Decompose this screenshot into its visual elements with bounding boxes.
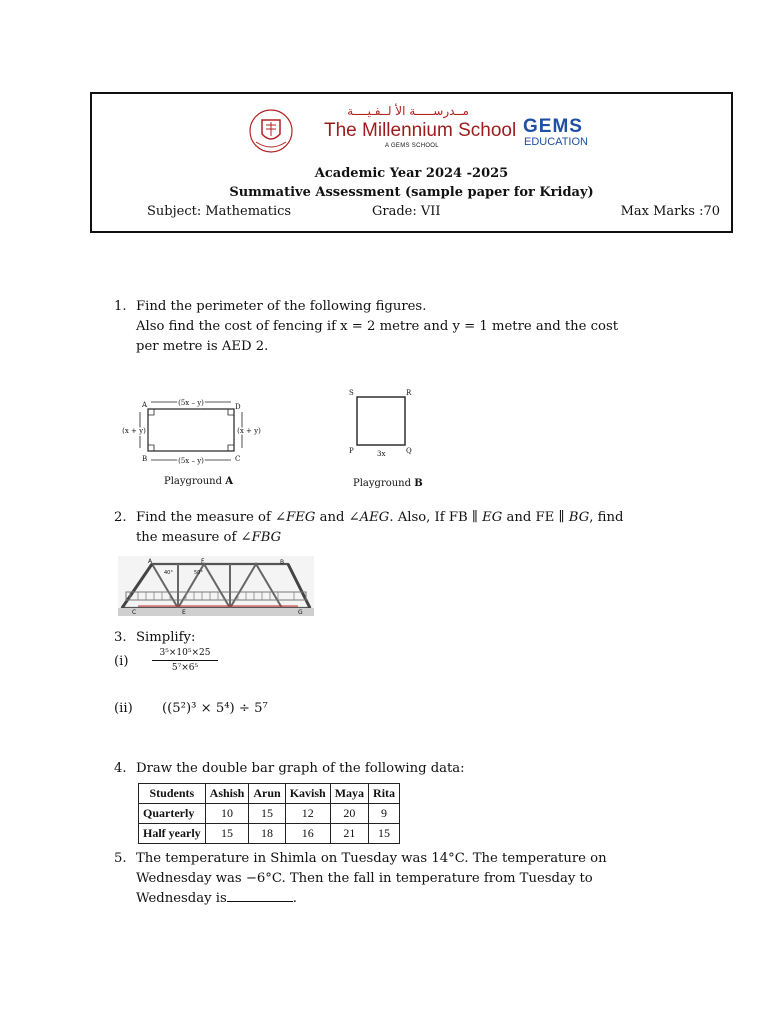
table-header: Ashish bbox=[205, 784, 249, 804]
subject-label: Subject: Mathematics bbox=[147, 204, 292, 219]
academic-year: Academic Year 2024 -2025 bbox=[314, 166, 509, 181]
line-bg: BG bbox=[568, 510, 590, 525]
question-text: The temperature in Shimla on Tuesday was 14°C. The temperature on bbox=[136, 851, 607, 866]
text-run: Wednesday is bbox=[136, 891, 227, 906]
question-2 bbox=[114, 508, 714, 548]
point-c: C bbox=[132, 609, 137, 616]
angle-feg: ∠FEG bbox=[275, 510, 316, 525]
caption-text: Playground bbox=[353, 478, 412, 489]
gems-logo: GEMS bbox=[523, 116, 583, 137]
question-number: 3. bbox=[114, 630, 127, 645]
vertex-s: S bbox=[349, 389, 354, 397]
vertex-r: R bbox=[406, 389, 412, 397]
playground-b-figure bbox=[344, 386, 420, 462]
question-text: Wednesday was −6°C. Then the fall in temperature from Tuesday to bbox=[136, 871, 593, 886]
vertex-a: A bbox=[142, 401, 148, 409]
table-row bbox=[139, 804, 400, 824]
text-run: . Also, If FB ∥ bbox=[389, 510, 483, 525]
vertex-q: Q bbox=[406, 447, 412, 455]
row-label: Quarterly bbox=[139, 804, 206, 824]
table-cell: 9 bbox=[369, 804, 400, 824]
point-b: B bbox=[280, 559, 285, 566]
gems-education-label: EDUCATION bbox=[524, 136, 588, 148]
question-text bbox=[136, 528, 281, 548]
table-cell: 15 bbox=[249, 804, 285, 824]
sub-part-ii-expression: ((5²)³ × 5⁴) ÷ 5⁷ bbox=[162, 701, 268, 716]
answer-blank bbox=[227, 889, 293, 902]
angle-aeg: ∠AEG bbox=[348, 510, 390, 525]
school-crest-icon bbox=[248, 108, 294, 154]
bridge-truss-figure bbox=[118, 556, 314, 616]
max-marks-label: Max Marks :70 bbox=[620, 204, 720, 219]
question-text: Draw the double bar graph of the following data: bbox=[136, 761, 465, 776]
table-header: Maya bbox=[330, 784, 368, 804]
question-text bbox=[136, 508, 623, 528]
header-box bbox=[90, 92, 733, 233]
point-a: A bbox=[148, 558, 153, 565]
point-f: F bbox=[201, 558, 205, 565]
table-header-row bbox=[139, 784, 400, 804]
question-text bbox=[136, 889, 297, 909]
caption-letter: B bbox=[414, 478, 423, 489]
point-e: E bbox=[182, 609, 186, 616]
assessment-title: Summative Assessment (sample paper for Kriday) bbox=[229, 185, 594, 200]
playground-a-figure bbox=[120, 392, 270, 468]
side-label: 3x bbox=[377, 450, 386, 458]
fig-a-bottom-label: (5x – y) bbox=[178, 457, 204, 465]
text-run: , find bbox=[589, 510, 624, 525]
playground-a-caption bbox=[164, 476, 233, 487]
text-run: and FE ∥ bbox=[502, 510, 569, 525]
table-cell: 15 bbox=[205, 824, 249, 844]
row-label: Half yearly bbox=[139, 824, 206, 844]
grade-label: Grade: VII bbox=[372, 204, 441, 219]
question-text: Find the perimeter of the following figures. bbox=[136, 299, 427, 314]
question-number: 5. bbox=[114, 851, 127, 866]
school-name-arabic: مــدرســـــة الأ لــفـيــــة bbox=[347, 104, 469, 118]
marks-table bbox=[138, 783, 400, 844]
angle-label-40: 40° bbox=[164, 570, 173, 576]
vertex-b: B bbox=[142, 455, 148, 463]
fig-a-top-label: (5x – y) bbox=[178, 399, 204, 407]
table-cell: 21 bbox=[330, 824, 368, 844]
playground-b-caption bbox=[353, 478, 423, 489]
question-text: Also find the cost of fencing if x = 2 metre and y = 1 metre and the cost bbox=[136, 319, 619, 334]
school-name: The Millennium School bbox=[324, 120, 517, 141]
fraction-expression bbox=[152, 648, 218, 673]
school-tagline: A GEMS SCHOOL bbox=[385, 143, 439, 149]
table-cell: 16 bbox=[285, 824, 330, 844]
table-cell: 18 bbox=[249, 824, 285, 844]
table-row bbox=[139, 824, 400, 844]
question-number: 1. bbox=[114, 299, 127, 314]
table-header: Rita bbox=[369, 784, 400, 804]
text-run: and bbox=[315, 510, 349, 525]
fig-a-right-label: (x + y) bbox=[237, 427, 261, 435]
question-4 bbox=[114, 759, 714, 779]
question-number: 4. bbox=[114, 761, 127, 776]
angle-fbg: ∠FBG bbox=[240, 530, 282, 545]
vertex-p: P bbox=[349, 447, 354, 455]
table-cell: 15 bbox=[369, 824, 400, 844]
table-cell: 10 bbox=[205, 804, 249, 824]
fig-a-left-label: (x + y) bbox=[122, 427, 146, 435]
question-5 bbox=[114, 849, 714, 909]
question-1 bbox=[114, 297, 714, 357]
sub-part-i-label: (i) bbox=[114, 654, 129, 669]
table-header: Arun bbox=[249, 784, 285, 804]
text-run: the measure of bbox=[136, 530, 241, 545]
point-g: G bbox=[298, 609, 303, 616]
text-run: . bbox=[292, 891, 297, 906]
vertex-d: D bbox=[235, 403, 241, 411]
table-header: Kavish bbox=[285, 784, 330, 804]
caption-letter: A bbox=[225, 476, 233, 487]
angle-label-50: 50° bbox=[194, 570, 203, 576]
fraction-numerator: 3⁵×10⁵×25 bbox=[152, 648, 218, 661]
table-header: Students bbox=[139, 784, 206, 804]
caption-text: Playground bbox=[164, 476, 223, 487]
question-number: 2. bbox=[114, 510, 127, 525]
table-cell: 12 bbox=[285, 804, 330, 824]
question-text: per metre is AED 2. bbox=[136, 339, 269, 354]
question-text: Simplify: bbox=[136, 630, 196, 645]
table-cell: 20 bbox=[330, 804, 368, 824]
text-run: Find the measure of bbox=[136, 510, 276, 525]
question-3 bbox=[114, 628, 714, 648]
line-eg: EG bbox=[482, 510, 503, 525]
fraction-denominator: 5⁷×6⁵ bbox=[171, 663, 199, 673]
vertex-c: C bbox=[235, 455, 241, 463]
sub-part-ii-label: (ii) bbox=[114, 701, 133, 716]
